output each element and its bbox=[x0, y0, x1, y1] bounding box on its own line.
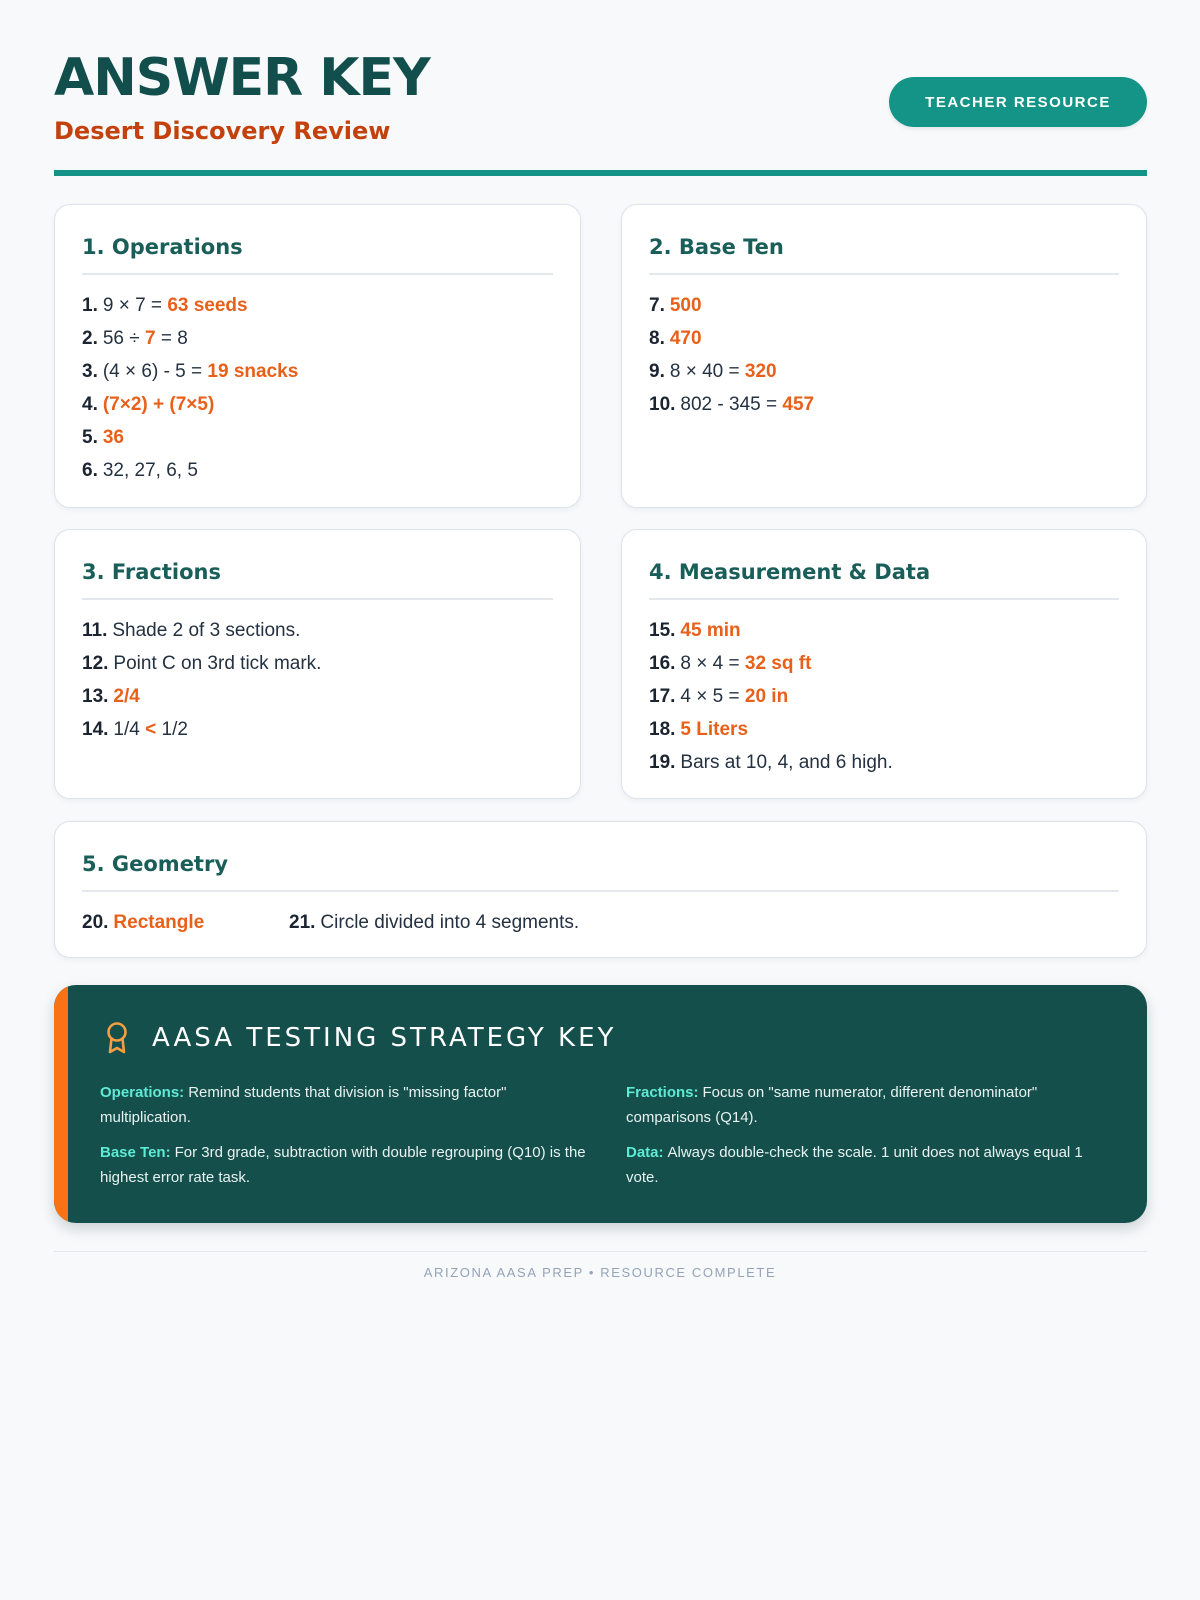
answer-list bbox=[82, 906, 1119, 939]
answer-item bbox=[649, 746, 1119, 779]
question-number: 4. bbox=[82, 394, 98, 415]
tip-label: Base Ten: bbox=[100, 1144, 171, 1161]
award-icon bbox=[104, 1021, 130, 1055]
teacher-resource-badge: TEACHER RESOURCE bbox=[889, 77, 1147, 127]
answer-text: Point C on 3rd tick mark. bbox=[113, 653, 322, 674]
page-title: ANSWER KEY bbox=[54, 48, 430, 108]
header bbox=[54, 48, 1147, 178]
answer-list bbox=[649, 614, 1119, 779]
page-subtitle: Desert Discovery Review bbox=[54, 117, 391, 145]
section-title: 3. Fractions bbox=[82, 556, 553, 600]
geometry-card bbox=[54, 821, 1147, 958]
answer-text: 8 × 40 = bbox=[669, 361, 745, 382]
answer-highlight: 470 bbox=[669, 328, 702, 349]
question-number: 13. bbox=[82, 686, 109, 707]
answer-item bbox=[649, 713, 1119, 746]
answer-item bbox=[82, 680, 553, 713]
answer-text: (4 × 6) - 5 = bbox=[102, 361, 208, 382]
tip-text: Always double-check the scale. 1 unit does not always equal 1 vote. bbox=[626, 1144, 1083, 1186]
strategy-title: AASA TESTING STRATEGY KEY bbox=[152, 1023, 617, 1053]
question-number: 14. bbox=[82, 719, 109, 740]
question-number: 6. bbox=[82, 460, 98, 481]
answer-item bbox=[289, 906, 579, 939]
question-number: 9. bbox=[649, 361, 665, 382]
answer-highlight: 45 min bbox=[680, 620, 741, 641]
tip-text: For 3rd grade, subtraction with double regrouping (Q10) is the highest error rate task. bbox=[100, 1144, 586, 1186]
strategy-panel bbox=[54, 985, 1147, 1223]
answer-item bbox=[82, 614, 553, 647]
tip-label: Data: bbox=[626, 1144, 664, 1161]
answer-item bbox=[82, 906, 289, 939]
strategy-tips bbox=[100, 1080, 1100, 1190]
tip-operations bbox=[100, 1080, 592, 1130]
answer-text: 1/2 bbox=[156, 719, 188, 740]
answer-highlight: 5 Liters bbox=[680, 719, 749, 740]
answer-highlight: 2/4 bbox=[113, 686, 140, 707]
question-number: 17. bbox=[649, 686, 676, 707]
question-number: 7. bbox=[649, 295, 665, 316]
question-number: 3. bbox=[82, 361, 98, 382]
header-divider bbox=[54, 170, 1147, 176]
answer-text: = 8 bbox=[155, 328, 188, 349]
answer-item bbox=[82, 388, 553, 421]
section-title: 2. Base Ten bbox=[649, 231, 1119, 275]
question-number: 8. bbox=[649, 328, 665, 349]
answer-text: 9 × 7 = bbox=[102, 295, 168, 316]
answer-highlight: 36 bbox=[102, 427, 124, 448]
accent-stripe bbox=[54, 985, 68, 1223]
answer-item bbox=[649, 355, 1119, 388]
answer-item bbox=[82, 454, 553, 487]
answer-text: 32, 27, 6, 5 bbox=[102, 460, 198, 481]
tip-text: Remind students that division is "missing factor" multiplication. bbox=[100, 1084, 507, 1126]
answer-text: Bars at 10, 4, and 6 high. bbox=[680, 752, 893, 773]
answer-text: 4 × 5 = bbox=[680, 686, 745, 707]
answer-highlight: 19 snacks bbox=[207, 361, 299, 382]
answer-item bbox=[649, 614, 1119, 647]
section-title: 4. Measurement & Data bbox=[649, 556, 1119, 600]
question-number: 15. bbox=[649, 620, 676, 641]
question-number: 11. bbox=[82, 620, 108, 641]
question-number: 21. bbox=[289, 912, 316, 933]
fractions-card bbox=[54, 529, 581, 799]
answer-highlight: 457 bbox=[782, 394, 815, 415]
question-number: 2. bbox=[82, 328, 98, 349]
answer-item bbox=[82, 647, 553, 680]
tip-data bbox=[626, 1140, 1106, 1190]
operations-card bbox=[54, 204, 581, 508]
footer-text: ARIZONA AASA PREP • RESOURCE COMPLETE bbox=[423, 1265, 777, 1280]
answer-item bbox=[649, 647, 1119, 680]
measurement-card bbox=[621, 529, 1147, 799]
answer-highlight: 63 seeds bbox=[167, 295, 248, 316]
answer-highlight: 320 bbox=[744, 361, 777, 382]
tip-fractions bbox=[626, 1080, 1106, 1130]
answer-text: Shade 2 of 3 sections. bbox=[112, 620, 301, 641]
tip-text: Focus on "same numerator, different denominator" comparisons (Q14). bbox=[626, 1084, 1038, 1126]
answer-item bbox=[82, 289, 553, 322]
answer-item bbox=[649, 322, 1119, 355]
base-ten-card bbox=[621, 204, 1147, 508]
answer-highlight: Rectangle bbox=[113, 912, 205, 933]
answer-text: 802 - 345 = bbox=[680, 394, 783, 415]
answer-list bbox=[82, 614, 553, 746]
section-title: 1. Operations bbox=[82, 231, 553, 275]
footer-divider bbox=[54, 1251, 1147, 1252]
answer-item bbox=[82, 421, 553, 454]
answer-highlight: (7×2) + (7×5) bbox=[102, 394, 215, 415]
answer-item bbox=[82, 713, 553, 746]
tip-label: Operations: bbox=[100, 1084, 185, 1101]
answer-highlight: 32 sq ft bbox=[744, 653, 812, 674]
strategy-header bbox=[104, 1021, 616, 1055]
question-number: 19. bbox=[649, 752, 676, 773]
answer-list bbox=[82, 289, 553, 487]
question-number: 10. bbox=[649, 394, 676, 415]
answer-text: 8 × 4 = bbox=[680, 653, 745, 674]
answer-item bbox=[82, 322, 553, 355]
answer-text: Circle divided into 4 segments. bbox=[320, 912, 580, 933]
answer-list bbox=[649, 289, 1119, 421]
question-number: 16. bbox=[649, 653, 676, 674]
answer-highlight: 500 bbox=[669, 295, 702, 316]
answer-text: 1/4 bbox=[113, 719, 146, 740]
tip-base-ten bbox=[100, 1140, 592, 1190]
question-number: 5. bbox=[82, 427, 98, 448]
answer-item bbox=[649, 289, 1119, 322]
answer-highlight: 7 bbox=[144, 328, 156, 349]
answer-item bbox=[82, 355, 553, 388]
answer-highlight: < bbox=[145, 719, 157, 740]
answer-highlight: 20 in bbox=[744, 686, 789, 707]
question-number: 12. bbox=[82, 653, 109, 674]
tip-label: Fractions: bbox=[626, 1084, 699, 1101]
question-number: 18. bbox=[649, 719, 676, 740]
question-number: 1. bbox=[82, 295, 98, 316]
section-title: 5. Geometry bbox=[82, 848, 1119, 892]
answer-text: 56 ÷ bbox=[102, 328, 145, 349]
question-number: 20. bbox=[82, 912, 109, 933]
answer-item bbox=[649, 680, 1119, 713]
answer-item bbox=[649, 388, 1119, 421]
